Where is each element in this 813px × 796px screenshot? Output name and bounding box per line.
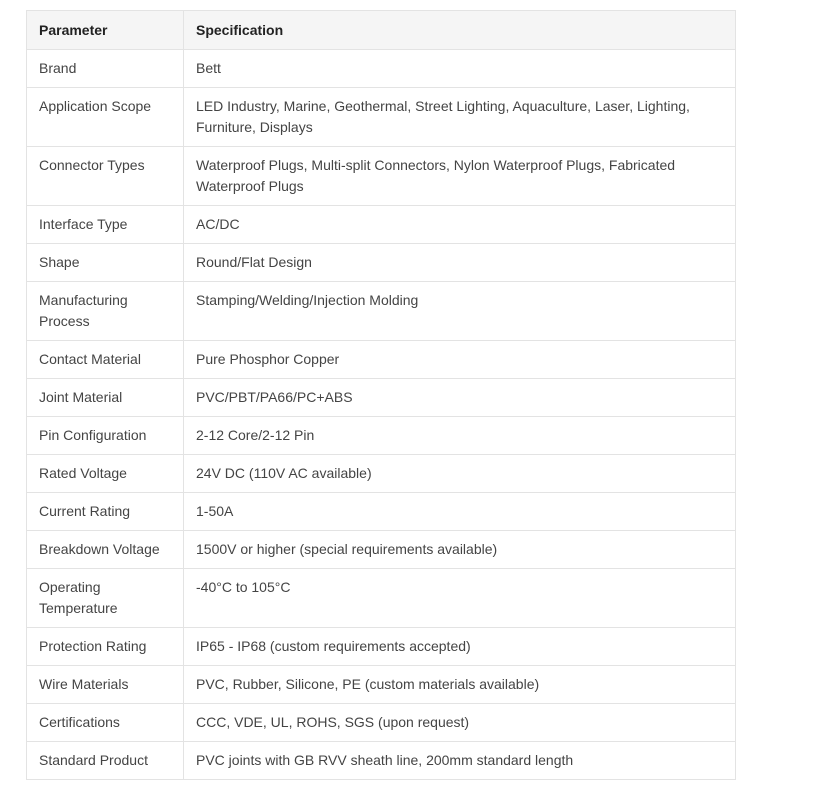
table-row	[27, 666, 736, 704]
specification-cell: AC/DC	[184, 206, 736, 244]
table-row	[27, 704, 736, 742]
parameter-cell: Operating Temperature	[27, 569, 184, 628]
spec-table-container	[26, 10, 735, 780]
spec-table	[26, 10, 736, 780]
table-row	[27, 417, 736, 455]
table-row	[27, 341, 736, 379]
specification-cell: Pure Phosphor Copper	[184, 341, 736, 379]
spec-table-body	[27, 50, 736, 780]
spec-table-header	[27, 11, 736, 50]
table-row	[27, 50, 736, 88]
specification-cell: CCC, VDE, UL, ROHS, SGS (upon request)	[184, 704, 736, 742]
parameter-cell: Interface Type	[27, 206, 184, 244]
table-row	[27, 282, 736, 341]
parameter-cell: Standard Product	[27, 742, 184, 780]
header-specification: Specification	[184, 11, 736, 50]
table-row	[27, 569, 736, 628]
specification-cell: Round/Flat Design	[184, 244, 736, 282]
table-row	[27, 742, 736, 780]
table-row	[27, 379, 736, 417]
specification-cell: Waterproof Plugs, Multi-split Connectors, Nylon Waterproof Plugs, Fabricated Waterproof Plugs	[184, 147, 736, 206]
specification-cell: IP65 - IP68 (custom requirements accepted)	[184, 628, 736, 666]
parameter-cell: Rated Voltage	[27, 455, 184, 493]
table-row	[27, 147, 736, 206]
parameter-cell: Certifications	[27, 704, 184, 742]
specification-cell: PVC/PBT/PA66/PC+ABS	[184, 379, 736, 417]
specification-cell: 1500V or higher (special requirements available)	[184, 531, 736, 569]
parameter-cell: Joint Material	[27, 379, 184, 417]
specification-cell: 24V DC (110V AC available)	[184, 455, 736, 493]
table-row	[27, 206, 736, 244]
parameter-cell: Contact Material	[27, 341, 184, 379]
specification-cell: Bett	[184, 50, 736, 88]
specification-cell: -40°C to 105°C	[184, 569, 736, 628]
specification-cell: 2-12 Core/2-12 Pin	[184, 417, 736, 455]
table-row	[27, 531, 736, 569]
specification-cell: Stamping/Welding/Injection Molding	[184, 282, 736, 341]
parameter-cell: Manufacturing Process	[27, 282, 184, 341]
table-row	[27, 88, 736, 147]
parameter-cell: Current Rating	[27, 493, 184, 531]
specification-cell: PVC joints with GB RVV sheath line, 200mm standard length	[184, 742, 736, 780]
parameter-cell: Protection Rating	[27, 628, 184, 666]
specification-cell: 1-50A	[184, 493, 736, 531]
table-row	[27, 244, 736, 282]
specification-cell: LED Industry, Marine, Geothermal, Street Lighting, Aquaculture, Laser, Lighting, Furniture, Displays	[184, 88, 736, 147]
table-row	[27, 493, 736, 531]
parameter-cell: Wire Materials	[27, 666, 184, 704]
parameter-cell: Shape	[27, 244, 184, 282]
parameter-cell: Connector Types	[27, 147, 184, 206]
parameter-cell: Breakdown Voltage	[27, 531, 184, 569]
parameter-cell: Brand	[27, 50, 184, 88]
header-row	[27, 11, 736, 50]
header-parameter: Parameter	[27, 11, 184, 50]
table-row	[27, 628, 736, 666]
table-row	[27, 455, 736, 493]
specification-cell: PVC, Rubber, Silicone, PE (custom materials available)	[184, 666, 736, 704]
parameter-cell: Application Scope	[27, 88, 184, 147]
parameter-cell: Pin Configuration	[27, 417, 184, 455]
